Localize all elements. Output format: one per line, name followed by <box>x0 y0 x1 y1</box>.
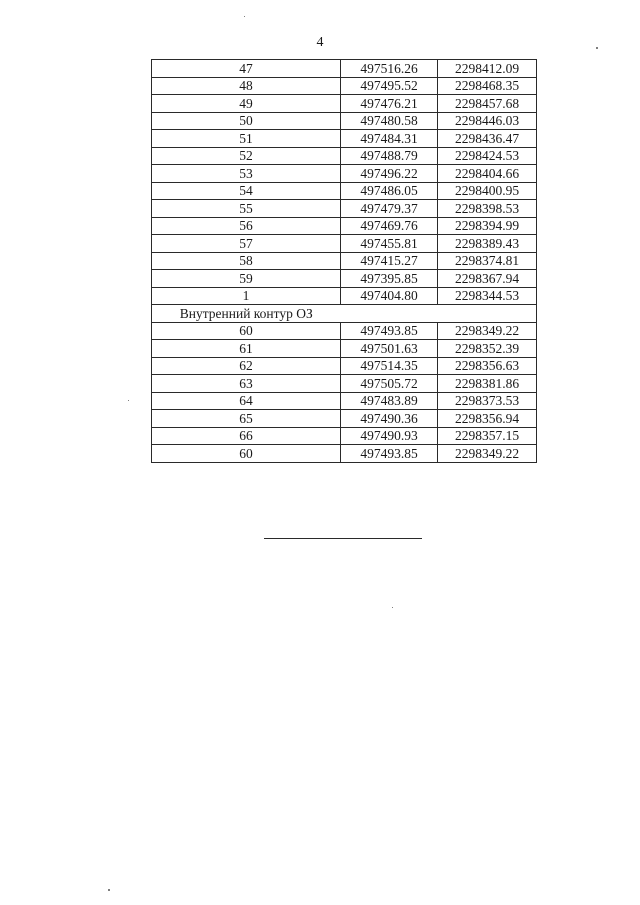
section-blank-cell <box>341 305 537 323</box>
y-coordinate-cell: 2298357.15 <box>438 427 537 445</box>
x-coordinate-cell: 497490.93 <box>341 427 438 445</box>
point-number-cell: 53 <box>152 165 341 183</box>
scan-speck <box>128 400 129 401</box>
section-label: Внутренний контур ОЗ <box>152 305 341 323</box>
point-number-cell: 60 <box>152 322 341 340</box>
point-number-cell: 55 <box>152 200 341 218</box>
point-number-cell: 60 <box>152 445 341 463</box>
x-coordinate-cell: 497455.81 <box>341 235 438 253</box>
point-number-cell: 52 <box>152 147 341 165</box>
x-coordinate-cell: 497415.27 <box>341 252 438 270</box>
x-coordinate-cell: 497480.58 <box>341 112 438 130</box>
coordinates-table <box>151 59 537 463</box>
point-number-cell: 57 <box>152 235 341 253</box>
point-number-cell: 49 <box>152 95 341 113</box>
y-coordinate-cell: 2298400.95 <box>438 182 537 200</box>
table-row <box>152 322 537 340</box>
table-row <box>152 112 537 130</box>
table-row <box>152 410 537 428</box>
y-coordinate-cell: 2298373.53 <box>438 392 537 410</box>
point-number-cell: 64 <box>152 392 341 410</box>
coordinates-table-body <box>152 60 537 463</box>
x-coordinate-cell: 497479.37 <box>341 200 438 218</box>
table-row <box>152 287 537 305</box>
point-number-cell: 59 <box>152 270 341 288</box>
table-row <box>152 182 537 200</box>
x-coordinate-cell: 497505.72 <box>341 375 438 393</box>
y-coordinate-cell: 2298457.68 <box>438 95 537 113</box>
x-coordinate-cell: 497476.21 <box>341 95 438 113</box>
table-row <box>152 95 537 113</box>
y-coordinate-cell: 2298374.81 <box>438 252 537 270</box>
scan-speck <box>392 607 393 608</box>
y-coordinate-cell: 2298381.86 <box>438 375 537 393</box>
x-coordinate-cell: 497493.85 <box>341 322 438 340</box>
x-coordinate-cell: 497404.80 <box>341 287 438 305</box>
y-coordinate-cell: 2298446.03 <box>438 112 537 130</box>
y-coordinate-cell: 2298394.99 <box>438 217 537 235</box>
y-coordinate-cell: 2298344.53 <box>438 287 537 305</box>
point-number-cell: 47 <box>152 60 341 78</box>
table-row <box>152 165 537 183</box>
y-coordinate-cell: 2298404.66 <box>438 165 537 183</box>
y-coordinate-cell: 2298356.94 <box>438 410 537 428</box>
y-coordinate-cell: 2298468.35 <box>438 77 537 95</box>
point-number-cell: 50 <box>152 112 341 130</box>
x-coordinate-cell: 497493.85 <box>341 445 438 463</box>
y-coordinate-cell: 2298352.39 <box>438 340 537 358</box>
y-coordinate-cell: 2298424.53 <box>438 147 537 165</box>
y-coordinate-cell: 2298398.53 <box>438 200 537 218</box>
table-row <box>152 270 537 288</box>
table-row <box>152 130 537 148</box>
point-number-cell: 61 <box>152 340 341 358</box>
section-header-row <box>152 305 537 323</box>
x-coordinate-cell: 497469.76 <box>341 217 438 235</box>
y-coordinate-cell: 2298349.22 <box>438 322 537 340</box>
page-number: 4 <box>316 35 324 50</box>
table-row <box>152 392 537 410</box>
point-number-cell: 65 <box>152 410 341 428</box>
end-rule <box>264 538 422 539</box>
x-coordinate-cell: 497488.79 <box>341 147 438 165</box>
y-coordinate-cell: 2298349.22 <box>438 445 537 463</box>
x-coordinate-cell: 497495.52 <box>341 77 438 95</box>
point-number-cell: 66 <box>152 427 341 445</box>
y-coordinate-cell: 2298436.47 <box>438 130 537 148</box>
table-row <box>152 235 537 253</box>
y-coordinate-cell: 2298389.43 <box>438 235 537 253</box>
x-coordinate-cell: 497514.35 <box>341 357 438 375</box>
x-coordinate-cell: 497516.26 <box>341 60 438 78</box>
point-number-cell: 56 <box>152 217 341 235</box>
table-row <box>152 77 537 95</box>
point-number-cell: 48 <box>152 77 341 95</box>
table-row <box>152 147 537 165</box>
y-coordinate-cell: 2298412.09 <box>438 60 537 78</box>
x-coordinate-cell: 497486.05 <box>341 182 438 200</box>
x-coordinate-cell: 497490.36 <box>341 410 438 428</box>
point-number-cell: 1 <box>152 287 341 305</box>
table-row <box>152 445 537 463</box>
y-coordinate-cell: 2298356.63 <box>438 357 537 375</box>
table-row <box>152 340 537 358</box>
x-coordinate-cell: 497484.31 <box>341 130 438 148</box>
point-number-cell: 51 <box>152 130 341 148</box>
table-row <box>152 357 537 375</box>
table-row <box>152 200 537 218</box>
point-number-cell: 62 <box>152 357 341 375</box>
scan-speck <box>596 47 598 49</box>
x-coordinate-cell: 497395.85 <box>341 270 438 288</box>
table-row <box>152 252 537 270</box>
point-number-cell: 54 <box>152 182 341 200</box>
table-row <box>152 375 537 393</box>
table-row <box>152 217 537 235</box>
scan-speck <box>244 16 245 17</box>
x-coordinate-cell: 497496.22 <box>341 165 438 183</box>
point-number-cell: 58 <box>152 252 341 270</box>
scan-speck <box>108 889 110 891</box>
y-coordinate-cell: 2298367.94 <box>438 270 537 288</box>
table-row <box>152 60 537 78</box>
x-coordinate-cell: 497483.89 <box>341 392 438 410</box>
x-coordinate-cell: 497501.63 <box>341 340 438 358</box>
table-row <box>152 427 537 445</box>
point-number-cell: 63 <box>152 375 341 393</box>
